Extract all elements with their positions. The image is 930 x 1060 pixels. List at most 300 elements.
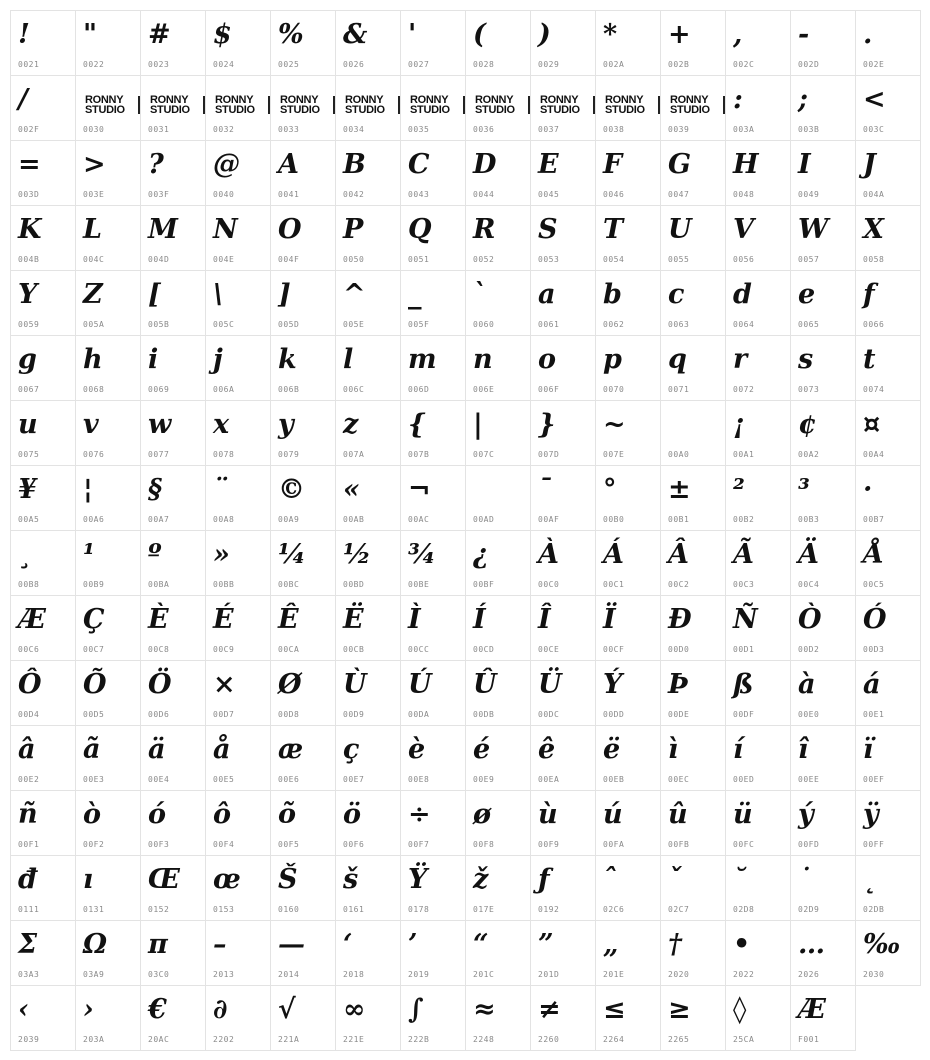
- glyph-cell[interactable]: [595, 725, 661, 791]
- glyph-code-label: 00BD: [343, 580, 365, 589]
- glyph-cell[interactable]: [660, 595, 726, 661]
- glyph-cell[interactable]: [270, 400, 336, 466]
- glyph-cell[interactable]: [140, 205, 206, 271]
- glyph-cell[interactable]: [660, 270, 726, 336]
- glyph-cell[interactable]: [75, 530, 141, 596]
- glyph-cell[interactable]: [205, 595, 271, 661]
- glyph-cell[interactable]: [530, 140, 596, 206]
- glyph-preview: ¥: [18, 474, 37, 505]
- glyph-cell[interactable]: [75, 335, 141, 401]
- glyph-cell[interactable]: [400, 855, 466, 921]
- glyph-cell[interactable]: [855, 725, 921, 791]
- glyph-cell[interactable]: [855, 75, 921, 141]
- glyph-preview: õ: [278, 799, 297, 830]
- glyph-cell[interactable]: [660, 985, 726, 1051]
- glyph-cell[interactable]: [465, 595, 531, 661]
- glyph-code-label: 0041: [278, 190, 300, 199]
- glyph-cell[interactable]: [725, 335, 791, 401]
- glyph-cell[interactable]: [140, 10, 206, 76]
- glyph-code-label: 00A1: [733, 450, 755, 459]
- logo-line: STUDIO: [410, 104, 450, 116]
- glyph-cell[interactable]: [205, 205, 271, 271]
- glyph-cell[interactable]: [725, 10, 791, 76]
- glyph-preview: ¡: [733, 409, 745, 440]
- glyph-cell[interactable]: [790, 205, 856, 271]
- glyph-cell[interactable]: [725, 75, 791, 141]
- glyph-code-label: 003A: [733, 125, 755, 134]
- glyph-code-label: 0030: [83, 125, 105, 134]
- glyph-cell[interactable]: [465, 530, 531, 596]
- glyph-cell[interactable]: [790, 985, 856, 1051]
- glyph-cell[interactable]: [400, 530, 466, 596]
- glyph-code-label: 00C8: [148, 645, 170, 654]
- glyph-cell[interactable]: [335, 10, 401, 76]
- glyph-cell[interactable]: [725, 465, 791, 531]
- glyph-code-label: 00C0: [538, 580, 560, 589]
- glyph-preview: *: [603, 19, 618, 50]
- glyph-code-label: 005C: [213, 320, 235, 329]
- glyph-cell[interactable]: [465, 465, 531, 531]
- glyph-cell[interactable]: [205, 10, 271, 76]
- glyph-code-label: 00CD: [473, 645, 495, 654]
- glyph-code-label: 00F4: [213, 840, 235, 849]
- glyph-cell[interactable]: [75, 465, 141, 531]
- glyph-cell[interactable]: [10, 10, 76, 76]
- glyph-cell[interactable]: [10, 725, 76, 791]
- glyph-code-label: 0069: [148, 385, 170, 394]
- glyph-code-label: 0057: [798, 255, 820, 264]
- glyph-cell[interactable]: [855, 205, 921, 271]
- glyph-cell[interactable]: [10, 75, 76, 141]
- glyph-code-label: 00C5: [863, 580, 885, 589]
- glyph-cell[interactable]: [335, 920, 401, 986]
- glyph-preview: √: [278, 994, 296, 1025]
- glyph-code-label: 2026: [798, 970, 820, 979]
- glyph-cell[interactable]: [725, 140, 791, 206]
- glyph-cell[interactable]: [530, 270, 596, 336]
- glyph-cell[interactable]: [660, 335, 726, 401]
- glyph-cell[interactable]: [335, 855, 401, 921]
- glyph-cell[interactable]: [465, 140, 531, 206]
- glyph-cell[interactable]: [660, 530, 726, 596]
- glyph-cell[interactable]: [725, 400, 791, 466]
- glyph-cell[interactable]: [790, 530, 856, 596]
- glyph-cell[interactable]: [400, 335, 466, 401]
- glyph-preview: ß: [733, 669, 754, 700]
- glyph-cell[interactable]: [270, 75, 336, 141]
- glyph-preview: ó: [148, 799, 167, 830]
- glyph-preview: a: [538, 279, 556, 310]
- glyph-preview: ¿: [473, 539, 489, 570]
- glyph-cell[interactable]: [725, 725, 791, 791]
- glyph-cell[interactable]: [855, 790, 921, 856]
- glyph-preview: “: [473, 929, 489, 960]
- glyph-cell[interactable]: [465, 920, 531, 986]
- glyph-cell[interactable]: [400, 400, 466, 466]
- glyph-code-label: 00D9: [343, 710, 365, 719]
- glyph-cell[interactable]: [790, 725, 856, 791]
- glyph-cell[interactable]: [75, 205, 141, 271]
- glyph-preview: O: [278, 214, 302, 245]
- glyph-cell[interactable]: [660, 855, 726, 921]
- glyph-cell[interactable]: [595, 465, 661, 531]
- glyph-cell[interactable]: [10, 595, 76, 661]
- glyph-cell[interactable]: [400, 75, 466, 141]
- glyph-cell[interactable]: [140, 335, 206, 401]
- glyph-preview: ¾: [408, 539, 437, 570]
- glyph-cell[interactable]: [595, 530, 661, 596]
- glyph-cell[interactable]: [10, 530, 76, 596]
- glyph-cell[interactable]: [140, 270, 206, 336]
- glyph-cell[interactable]: [400, 595, 466, 661]
- glyph-cell[interactable]: [790, 465, 856, 531]
- glyph-cell[interactable]: [595, 335, 661, 401]
- glyph-cell[interactable]: [530, 530, 596, 596]
- logo-line: RONNY: [410, 94, 449, 106]
- glyph-code-label: 0071: [668, 385, 690, 394]
- glyph-cell[interactable]: [790, 400, 856, 466]
- glyph-cell[interactable]: [790, 75, 856, 141]
- glyph-cell[interactable]: [400, 660, 466, 726]
- glyph-cell[interactable]: [10, 985, 76, 1051]
- glyph-cell[interactable]: [205, 725, 271, 791]
- glyph-preview: è: [408, 734, 426, 765]
- glyph-cell[interactable]: [595, 855, 661, 921]
- glyph-cell[interactable]: [530, 205, 596, 271]
- glyph-cell[interactable]: [855, 920, 921, 986]
- glyph-cell[interactable]: [790, 140, 856, 206]
- glyph-preview: N: [213, 214, 238, 245]
- glyph-cell[interactable]: [205, 985, 271, 1051]
- glyph-cell[interactable]: [465, 10, 531, 76]
- glyph-cell[interactable]: [530, 985, 596, 1051]
- glyph-cell[interactable]: [660, 400, 726, 466]
- glyph-cell[interactable]: [400, 140, 466, 206]
- glyph-cell[interactable]: [855, 530, 921, 596]
- glyph-cell[interactable]: [855, 595, 921, 661]
- glyph-cell[interactable]: [10, 790, 76, 856]
- glyph-preview: ≥: [668, 994, 691, 1025]
- glyph-preview: $: [213, 19, 232, 50]
- glyph-cell[interactable]: [140, 465, 206, 531]
- glyph-cell[interactable]: [660, 465, 726, 531]
- glyph-code-label: 03C0: [148, 970, 170, 979]
- glyph-cell[interactable]: [10, 920, 76, 986]
- glyph-cell[interactable]: [660, 205, 726, 271]
- glyph-cell[interactable]: [140, 530, 206, 596]
- glyph-cell[interactable]: [10, 140, 76, 206]
- glyph-cell[interactable]: [660, 725, 726, 791]
- glyph-cell[interactable]: [725, 855, 791, 921]
- glyph-cell[interactable]: [335, 205, 401, 271]
- glyph-cell[interactable]: [75, 400, 141, 466]
- glyph-cell[interactable]: [465, 335, 531, 401]
- glyph-cell[interactable]: [205, 465, 271, 531]
- glyph-code-label: 0043: [408, 190, 430, 199]
- glyph-cell[interactable]: [75, 595, 141, 661]
- glyph-cell[interactable]: [725, 920, 791, 986]
- glyph-cell[interactable]: [530, 335, 596, 401]
- glyph-cell[interactable]: [270, 855, 336, 921]
- glyph-cell[interactable]: [140, 75, 206, 141]
- glyph-cell[interactable]: [335, 465, 401, 531]
- glyph-cell[interactable]: [10, 335, 76, 401]
- glyph-cell[interactable]: [725, 205, 791, 271]
- glyph-cell[interactable]: [10, 465, 76, 531]
- glyph-preview: ï: [863, 734, 874, 765]
- glyph-cell[interactable]: [465, 270, 531, 336]
- glyph-cell[interactable]: [465, 205, 531, 271]
- glyph-cell[interactable]: [725, 270, 791, 336]
- glyph-cell[interactable]: [140, 985, 206, 1051]
- glyph-cell[interactable]: [855, 140, 921, 206]
- glyph-cell[interactable]: [335, 725, 401, 791]
- glyph-cell[interactable]: [790, 270, 856, 336]
- glyph-cell[interactable]: [140, 660, 206, 726]
- glyph-cell[interactable]: [75, 985, 141, 1051]
- glyph-cell[interactable]: [140, 140, 206, 206]
- glyph-cell[interactable]: [530, 10, 596, 76]
- glyph-code-label: 0064: [733, 320, 755, 329]
- glyph-cell[interactable]: [790, 335, 856, 401]
- glyph-cell[interactable]: [790, 920, 856, 986]
- glyph-cell[interactable]: [335, 400, 401, 466]
- glyph-cell[interactable]: [855, 335, 921, 401]
- glyph-code-label: 00D8: [278, 710, 300, 719]
- glyph-code-label: 003D: [18, 190, 40, 199]
- glyph-code-label: 02C6: [603, 905, 625, 914]
- glyph-cell[interactable]: [790, 790, 856, 856]
- glyph-preview: v: [83, 409, 99, 440]
- glyph-cell[interactable]: [530, 400, 596, 466]
- glyph-cell[interactable]: [660, 790, 726, 856]
- glyph-cell[interactable]: [335, 660, 401, 726]
- glyph-cell[interactable]: [140, 725, 206, 791]
- glyph-cell[interactable]: [205, 400, 271, 466]
- glyph-cell[interactable]: [140, 595, 206, 661]
- glyph-cell[interactable]: [530, 920, 596, 986]
- glyph-cell[interactable]: [205, 920, 271, 986]
- glyph-cell[interactable]: [335, 985, 401, 1051]
- glyph-cell[interactable]: [465, 985, 531, 1051]
- glyph-preview: Ï: [603, 604, 616, 635]
- logo-line: RONNY: [85, 94, 124, 106]
- glyph-cell[interactable]: [140, 855, 206, 921]
- glyph-cell[interactable]: [270, 335, 336, 401]
- glyph-cell[interactable]: [10, 205, 76, 271]
- glyph-preview: ©: [278, 474, 305, 505]
- glyph-cell[interactable]: [335, 595, 401, 661]
- glyph-cell[interactable]: [595, 10, 661, 76]
- glyph-preview: z: [343, 409, 359, 440]
- glyph-cell[interactable]: [270, 140, 336, 206]
- glyph-cell[interactable]: [660, 920, 726, 986]
- glyph-preview: Þ: [668, 669, 689, 700]
- glyph-cell[interactable]: [75, 75, 141, 141]
- glyph-cell[interactable]: [335, 530, 401, 596]
- glyph-cell[interactable]: [465, 725, 531, 791]
- glyph-cell[interactable]: [790, 595, 856, 661]
- glyph-cell[interactable]: [335, 140, 401, 206]
- glyph-cell[interactable]: [75, 725, 141, 791]
- glyph-cell[interactable]: [270, 725, 336, 791]
- glyph-cell[interactable]: [530, 465, 596, 531]
- glyph-cell[interactable]: [855, 855, 921, 921]
- glyph-cell[interactable]: [660, 75, 726, 141]
- glyph-cell[interactable]: [595, 270, 661, 336]
- glyph-cell[interactable]: [270, 985, 336, 1051]
- glyph-cell[interactable]: [75, 855, 141, 921]
- glyph-cell[interactable]: [205, 660, 271, 726]
- ronny-studio-logo: [85, 95, 141, 115]
- glyph-cell[interactable]: [530, 725, 596, 791]
- glyph-cell[interactable]: [465, 75, 531, 141]
- glyph-preview: A: [278, 149, 299, 180]
- glyph-code-label: 02D8: [733, 905, 755, 914]
- glyph-code-label: 00EA: [538, 775, 560, 784]
- glyph-code-label: 00E0: [798, 710, 820, 719]
- glyph-cell[interactable]: [400, 985, 466, 1051]
- glyph-cell[interactable]: [725, 530, 791, 596]
- glyph-cell[interactable]: [465, 855, 531, 921]
- logo-line: STUDIO: [345, 104, 385, 116]
- glyph-cell[interactable]: [205, 270, 271, 336]
- glyph-cell[interactable]: [855, 465, 921, 531]
- glyph-cell[interactable]: [400, 10, 466, 76]
- glyph-cell[interactable]: [400, 920, 466, 986]
- glyph-code-label: 02DB: [863, 905, 885, 914]
- glyph-preview: ò: [83, 799, 102, 830]
- glyph-cell[interactable]: [75, 140, 141, 206]
- glyph-cell[interactable]: [205, 790, 271, 856]
- glyph-cell[interactable]: [205, 75, 271, 141]
- glyph-cell[interactable]: [725, 985, 791, 1051]
- glyph-cell[interactable]: [595, 920, 661, 986]
- glyph-cell[interactable]: [595, 660, 661, 726]
- glyph-cell[interactable]: [595, 140, 661, 206]
- glyph-cell[interactable]: [400, 465, 466, 531]
- glyph-cell[interactable]: [790, 660, 856, 726]
- glyph-cell[interactable]: [205, 855, 271, 921]
- glyph-preview: K: [18, 214, 42, 245]
- glyph-cell[interactable]: [530, 595, 596, 661]
- glyph-cell[interactable]: [335, 270, 401, 336]
- glyph-code-label: 00B7: [863, 515, 885, 524]
- glyph-cell[interactable]: [855, 270, 921, 336]
- glyph-code-label: 00AB: [343, 515, 365, 524]
- glyph-cell[interactable]: [530, 790, 596, 856]
- glyph-cell[interactable]: [400, 205, 466, 271]
- glyph-cell[interactable]: [270, 10, 336, 76]
- glyph-cell[interactable]: [400, 725, 466, 791]
- glyph-cell[interactable]: [595, 400, 661, 466]
- glyph-cell[interactable]: [335, 75, 401, 141]
- glyph-cell[interactable]: [595, 595, 661, 661]
- glyph-cell[interactable]: [595, 205, 661, 271]
- glyph-cell[interactable]: [270, 595, 336, 661]
- glyph-cell[interactable]: [725, 790, 791, 856]
- glyph-cell[interactable]: [855, 660, 921, 726]
- glyph-cell[interactable]: [10, 660, 76, 726]
- glyph-code-label: 00D4: [18, 710, 40, 719]
- glyph-cell[interactable]: [465, 660, 531, 726]
- glyph-code-label: 00C9: [213, 645, 235, 654]
- glyph-cell[interactable]: [855, 400, 921, 466]
- glyph-cell[interactable]: [270, 920, 336, 986]
- glyph-cell[interactable]: [595, 75, 661, 141]
- glyph-cell[interactable]: [205, 140, 271, 206]
- glyph-cell[interactable]: [75, 270, 141, 336]
- glyph-preview: Ñ: [733, 604, 758, 635]
- glyph-cell[interactable]: [205, 335, 271, 401]
- glyph-cell[interactable]: [205, 530, 271, 596]
- glyph-code-label: 00F6: [343, 840, 365, 849]
- glyph-cell[interactable]: [660, 660, 726, 726]
- glyph-cell[interactable]: [270, 660, 336, 726]
- glyph-cell[interactable]: [465, 400, 531, 466]
- glyph-cell[interactable]: [530, 75, 596, 141]
- glyph-cell[interactable]: [790, 855, 856, 921]
- glyph-code-label: 221A: [278, 1035, 300, 1044]
- glyph-cell[interactable]: [465, 790, 531, 856]
- glyph-code-label: 0042: [343, 190, 365, 199]
- glyph-code-label: 2260: [538, 1035, 560, 1044]
- glyph-cell[interactable]: [140, 790, 206, 856]
- glyph-cell[interactable]: [660, 140, 726, 206]
- glyph-cell[interactable]: [855, 10, 921, 76]
- glyph-cell[interactable]: [725, 595, 791, 661]
- glyph-cell[interactable]: [75, 920, 141, 986]
- glyph-cell[interactable]: [270, 205, 336, 271]
- glyph-cell[interactable]: [140, 400, 206, 466]
- glyph-cell[interactable]: [270, 790, 336, 856]
- glyph-code-label: 0059: [18, 320, 40, 329]
- glyph-cell[interactable]: [75, 660, 141, 726]
- glyph-code-label: 005B: [148, 320, 170, 329]
- glyph-cell[interactable]: [725, 660, 791, 726]
- glyph-code-label: 2018: [343, 970, 365, 979]
- glyph-cell[interactable]: [530, 660, 596, 726]
- glyph-cell[interactable]: [140, 920, 206, 986]
- logo-line: STUDIO: [215, 104, 255, 116]
- glyph-cell[interactable]: [270, 465, 336, 531]
- glyph-cell[interactable]: [400, 270, 466, 336]
- glyph-preview: D: [473, 149, 497, 180]
- glyph-cell[interactable]: [790, 10, 856, 76]
- glyph-code-label: 00DA: [408, 710, 430, 719]
- glyph-code-label: 00EE: [798, 775, 820, 784]
- glyph-cell[interactable]: [10, 270, 76, 336]
- glyph-cell[interactable]: [530, 855, 596, 921]
- glyph-cell[interactable]: [270, 530, 336, 596]
- glyph-cell[interactable]: [10, 400, 76, 466]
- glyph-cell[interactable]: [75, 10, 141, 76]
- glyph-cell[interactable]: [335, 790, 401, 856]
- glyph-cell[interactable]: [595, 790, 661, 856]
- glyph-cell[interactable]: [75, 790, 141, 856]
- glyph-cell[interactable]: [10, 855, 76, 921]
- glyph-cell[interactable]: [400, 790, 466, 856]
- glyph-preview: |: [473, 409, 483, 440]
- glyph-cell[interactable]: [660, 10, 726, 76]
- glyph-cell[interactable]: [335, 335, 401, 401]
- glyph-code-label: 2265: [668, 1035, 690, 1044]
- glyph-cell[interactable]: [270, 270, 336, 336]
- glyph-cell[interactable]: [595, 985, 661, 1051]
- glyph-preview: e: [798, 279, 816, 310]
- glyph-code-label: 00C6: [18, 645, 40, 654]
- glyph-preview: (: [473, 19, 486, 50]
